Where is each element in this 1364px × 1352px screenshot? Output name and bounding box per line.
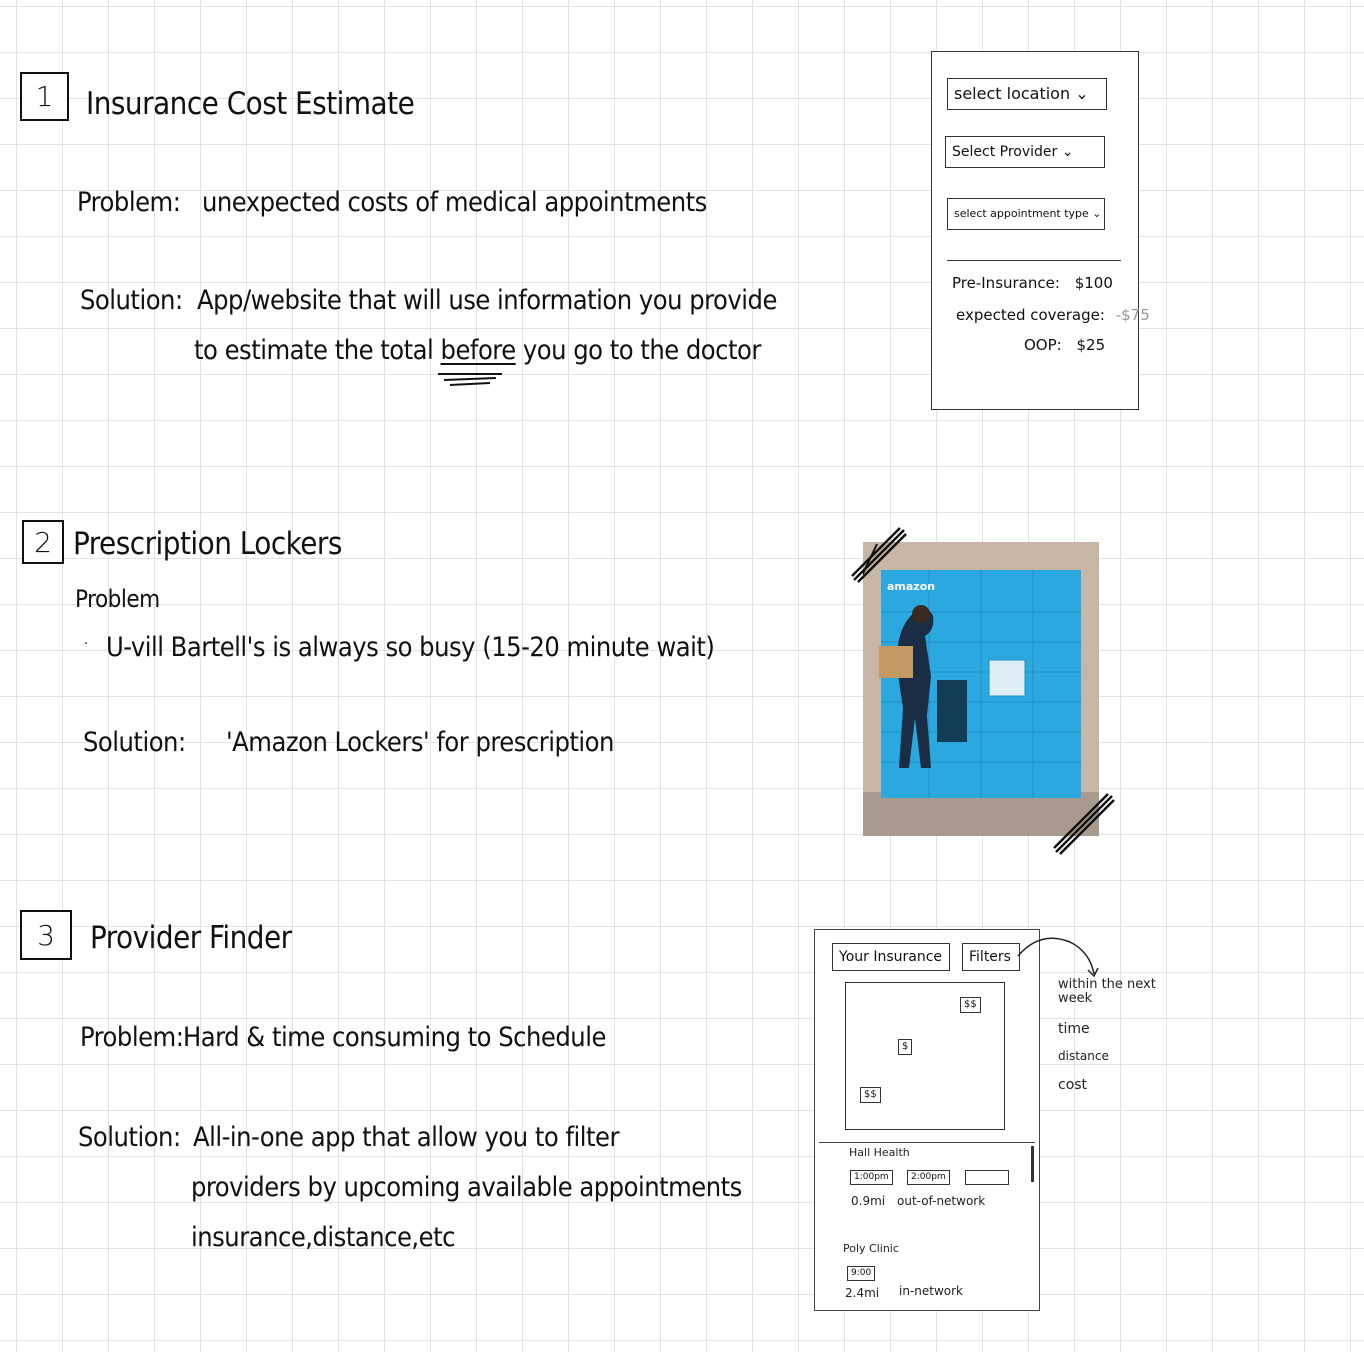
- pre-insurance-row: [952, 274, 1113, 292]
- map-pin[interactable]: $$: [860, 1087, 881, 1103]
- result-1-distance: 0.9mi: [851, 1194, 886, 1208]
- result-1-network: out-of-network: [897, 1194, 986, 1208]
- locker-brand-text: amazon: [887, 580, 936, 593]
- section-3-solution-line3: insurance,distance,etc: [191, 1222, 455, 1253]
- chevron-down-icon: ⌄: [1061, 144, 1074, 160]
- oop-row: [1024, 336, 1105, 354]
- oop-value: $25: [1076, 336, 1106, 354]
- select-provider-dropdown[interactable]: [945, 136, 1105, 168]
- filters-button[interactable]: Filters: [962, 943, 1020, 971]
- section-1-problem-label: Problem:: [77, 187, 181, 218]
- filter-note-distance: distance: [1058, 1049, 1109, 1063]
- provider-finder-wireframe: [814, 929, 1040, 1311]
- scrollbar[interactable]: [1031, 1146, 1034, 1182]
- map-pin[interactable]: $$: [960, 997, 981, 1013]
- section-3-solution-line1: All-in-one app that allow you to filter: [193, 1122, 619, 1153]
- result-1-name: Hall Health: [849, 1146, 910, 1159]
- section-1-solution-line2: [194, 335, 761, 366]
- section-3-solution-label: Solution:: [78, 1122, 181, 1153]
- coverage-row: [956, 306, 1150, 324]
- coverage-label: expected coverage:: [956, 306, 1105, 324]
- map-view[interactable]: [845, 982, 1005, 1130]
- select-location-dropdown[interactable]: [947, 78, 1107, 110]
- section-1-solution-line2-post: you go to the doctor: [522, 335, 761, 366]
- section-2-solution-label: Solution:: [83, 727, 186, 758]
- section-1-solution-emphasis: before: [440, 335, 516, 366]
- divider: [819, 1142, 1035, 1143]
- bullet-icon: ·: [84, 636, 88, 652]
- result-2-slot[interactable]: 9:00: [847, 1266, 875, 1281]
- result-2-distance: 2.4mi: [845, 1286, 880, 1300]
- section-1-problem-text: unexpected costs of medical appointments: [202, 187, 707, 218]
- emphasis-scribble: [430, 370, 520, 390]
- result-1-slot[interactable]: 2:00pm: [907, 1170, 950, 1185]
- coverage-value: -$75: [1115, 306, 1150, 324]
- section-1-solution-line1: App/website that will use information you provide: [197, 285, 777, 316]
- section-1-solution-label: Solution:: [80, 285, 183, 316]
- section-1-number: 1: [20, 72, 69, 121]
- section-2-problem-bullet: U-vill Bartell's is always so busy (15-20 minute wait): [106, 632, 715, 663]
- result-2-name: Poly Clinic: [843, 1242, 899, 1255]
- filter-note-week: within the next week: [1058, 977, 1156, 1006]
- chevron-down-icon: ⌄: [1075, 84, 1089, 103]
- section-3-solution-line2: providers by upcoming available appointments: [191, 1172, 742, 1203]
- select-appointment-label: select appointment type: [954, 207, 1089, 220]
- section-3-problem-label: Problem:: [80, 1022, 184, 1053]
- tape-scribble-top: [850, 526, 910, 586]
- result-2-network: in-network: [899, 1284, 964, 1298]
- section-2-title: Prescription Lockers: [73, 526, 342, 562]
- section-3-title: Provider Finder: [90, 920, 292, 956]
- pre-insurance-value: $100: [1074, 274, 1113, 292]
- section-3-problem-text: Hard & time consuming to Schedule: [183, 1022, 606, 1053]
- select-appointment-dropdown[interactable]: [947, 198, 1105, 230]
- tape-scribble-bottom: [1050, 790, 1116, 856]
- section-2-problem-label: Problem: [75, 585, 160, 613]
- cost-estimate-wireframe: [931, 51, 1150, 410]
- select-provider-label: Select Provider: [952, 144, 1058, 160]
- select-location-label: select location: [954, 84, 1071, 103]
- chevron-down-icon: ⌄: [1092, 207, 1102, 220]
- result-1-slot-empty[interactable]: [965, 1170, 1009, 1185]
- filter-note-cost: cost: [1058, 1077, 1088, 1093]
- section-1-solution-line2-pre: to estimate the total: [194, 335, 434, 366]
- section-2-number: 2: [22, 520, 64, 564]
- divider: [947, 260, 1121, 261]
- section-3-number: 3: [20, 910, 72, 960]
- your-insurance-button[interactable]: Your Insurance: [832, 943, 950, 971]
- result-1-slot[interactable]: 1:00pm: [850, 1170, 893, 1185]
- map-pin[interactable]: $: [898, 1039, 912, 1055]
- pre-insurance-label: Pre-Insurance:: [952, 274, 1060, 292]
- section-1-title: Insurance Cost Estimate: [86, 86, 415, 122]
- oop-label: OOP:: [1024, 336, 1062, 354]
- section-2-solution-text: 'Amazon Lockers' for prescription: [226, 727, 614, 758]
- filter-note-time: time: [1058, 1021, 1090, 1037]
